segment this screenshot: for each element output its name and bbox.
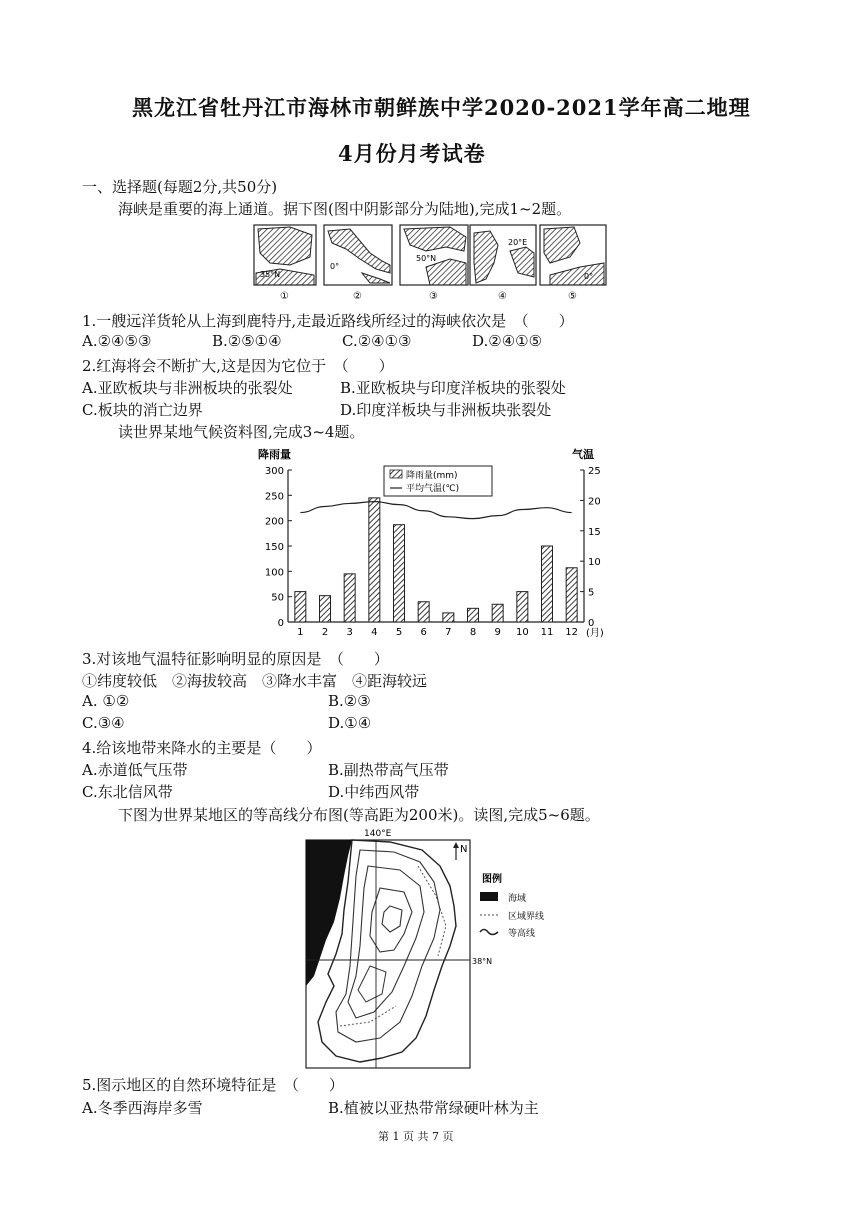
q1-option-b: B.②⑤①④ bbox=[212, 332, 282, 350]
rainfall-bar bbox=[344, 574, 355, 622]
rainfall-bar bbox=[418, 602, 429, 622]
map-label-2: ② bbox=[353, 291, 362, 302]
map2-coord: 0° bbox=[330, 262, 340, 271]
q2-option-d: D.印度洋板块与非洲板块张裂处 bbox=[340, 401, 552, 419]
map-legend-title: 图例 bbox=[482, 874, 502, 885]
q3-option-d: D.①④ bbox=[328, 714, 372, 732]
page-footer: 第 1 页 共 7 页 bbox=[378, 1130, 454, 1143]
left-tick-label: 100 bbox=[264, 567, 284, 579]
x-tick-label: 10 bbox=[515, 627, 529, 638]
q5-option-a: A.冬季西海岸多雪 bbox=[82, 1099, 203, 1117]
north-label: N bbox=[460, 844, 468, 855]
intro-q5-6: 下图为世界某地区的等高线分布图(等高距为200米)。读图,完成5~6题。 bbox=[118, 806, 600, 824]
left-tick-label: 150 bbox=[264, 542, 284, 553]
x-tick-label: 11 bbox=[540, 627, 554, 638]
legend-contour-swatch bbox=[480, 930, 498, 935]
map-label-5: ⑤ bbox=[568, 291, 577, 302]
title-line-1: 黑龙江省牡丹江市海林市朝鲜族中学2020-2021学年高二地理 bbox=[132, 95, 751, 120]
x-tick-label: 3 bbox=[346, 627, 353, 638]
map5-coord: 0° bbox=[584, 272, 594, 281]
right-tick-label: 20 bbox=[588, 496, 601, 508]
left-axis-title: 降雨量 bbox=[258, 448, 291, 461]
q4-option-a: A.赤道低气压带 bbox=[82, 761, 188, 779]
strait-maps-figure bbox=[250, 223, 612, 303]
legend-temp-label: 平均气温(℃) bbox=[406, 484, 460, 494]
q4-option-b: B.副热带高气压带 bbox=[328, 761, 449, 779]
rainfall-bar bbox=[492, 604, 503, 622]
legend-sea-label: 海域 bbox=[508, 894, 527, 904]
right-tick-label: 25 bbox=[588, 466, 601, 477]
rainfall-bar bbox=[320, 596, 331, 622]
right-axis-title: 气温 bbox=[572, 448, 594, 461]
x-tick-label: 7 bbox=[445, 627, 452, 638]
left-tick-label: 50 bbox=[271, 592, 284, 604]
map-label-1: ① bbox=[280, 291, 289, 302]
title-line-2: 4月份月考试卷 bbox=[338, 141, 486, 166]
rainfall-bar bbox=[566, 568, 577, 622]
contour-map-figure bbox=[300, 826, 580, 1072]
x-tick-label: 5 bbox=[395, 627, 403, 638]
map-label-4: ④ bbox=[498, 291, 507, 302]
strait-map-4 bbox=[470, 225, 536, 285]
q1-option-a: A.②④⑤③ bbox=[82, 332, 152, 350]
latitude-label: 38°N bbox=[472, 957, 493, 966]
x-tick-label: 9 bbox=[494, 627, 501, 638]
section-heading: 一、选择题(每题2分,共50分) bbox=[82, 178, 278, 196]
q2-option-c: C.板块的消亡边界 bbox=[82, 401, 203, 419]
temperature-line bbox=[300, 502, 571, 519]
rainfall-bar bbox=[542, 546, 553, 622]
legend-rain-swatch bbox=[390, 470, 402, 478]
strait-map-2 bbox=[324, 225, 392, 285]
rainfall-bar bbox=[369, 498, 380, 622]
right-tick-label: 0 bbox=[588, 618, 595, 629]
rainfall-bar bbox=[468, 608, 479, 622]
chart-legend bbox=[384, 466, 492, 496]
q1-option-d: D.②④①⑤ bbox=[472, 332, 543, 350]
rainfall-bar bbox=[295, 592, 306, 622]
x-tick-label: 1 bbox=[297, 627, 304, 638]
left-tick-label: 200 bbox=[264, 516, 284, 528]
legend-sea-swatch bbox=[480, 892, 498, 901]
longitude-label: 140°E bbox=[364, 829, 392, 839]
q3-option-b: B.②③ bbox=[328, 692, 371, 710]
legend-contour-label: 等高线 bbox=[508, 929, 536, 939]
q4-option-d: D.中纬西风带 bbox=[328, 783, 420, 801]
x-tick-label: 6 bbox=[420, 627, 427, 638]
q4-option-c: C.东北信风带 bbox=[82, 783, 173, 801]
q4-stem: 4.给该地带来降水的主要是（ ） bbox=[82, 739, 322, 757]
q5-stem: 5.图示地区的自然环境特征是 （ ） bbox=[82, 1076, 344, 1094]
left-tick-label: 300 bbox=[264, 466, 284, 477]
intro-q3-4: 读世界某地气候资料图,完成3~4题。 bbox=[118, 423, 365, 441]
right-tick-label: 5 bbox=[588, 587, 595, 599]
x-unit-label: (月) bbox=[586, 628, 604, 639]
right-tick-label: 10 bbox=[588, 557, 601, 569]
intro-q1-2: 海峡是重要的海上通道。据下图(图中阴影部分为陆地),完成1~2题。 bbox=[118, 200, 572, 218]
map4-coord: 20°E bbox=[508, 238, 528, 247]
legend-rain-label: 降雨量(mm) bbox=[406, 471, 458, 481]
right-tick-label: 15 bbox=[588, 526, 601, 538]
q1-stem: 1.一艘远洋货轮从上海到鹿特丹,走最近路线所经过的海峡依次是 （ ） bbox=[82, 312, 574, 330]
q3-stem: 3.对该地气温特征影响明显的原因是 （ ） bbox=[82, 650, 389, 668]
q2-option-b: B.亚欧板块与印度洋板块的张裂处 bbox=[340, 379, 566, 397]
map1-coord: 35°N bbox=[260, 270, 281, 279]
strait-map-5 bbox=[540, 225, 606, 285]
climate-chart bbox=[248, 446, 618, 642]
q5-option-b: B.植被以亚热带常绿硬叶林为主 bbox=[328, 1099, 539, 1117]
q2-stem: 2.红海将会不断扩大,这是因为它位于 （ ） bbox=[82, 357, 394, 375]
q3-statements: ①纬度较低 ②海拔较高 ③降水丰富 ④距海较远 bbox=[82, 672, 428, 690]
x-tick-label: 4 bbox=[371, 627, 378, 638]
left-tick-label: 250 bbox=[264, 491, 284, 503]
strait-map-1 bbox=[254, 225, 316, 285]
map3-coord: 50°N bbox=[416, 254, 437, 263]
x-tick-label: 8 bbox=[469, 627, 477, 638]
x-tick-label: 2 bbox=[321, 627, 329, 638]
rainfall-bar bbox=[517, 592, 528, 622]
q2-option-a: A.亚欧板块与非洲板块的张裂处 bbox=[82, 379, 293, 397]
left-tick-label: 0 bbox=[277, 618, 284, 629]
q3-option-c: C.③④ bbox=[82, 714, 125, 732]
rainfall-bar bbox=[394, 525, 405, 622]
rainfall-bar bbox=[443, 613, 454, 622]
map-label-3: ③ bbox=[429, 291, 438, 302]
strait-map-3 bbox=[400, 225, 468, 285]
x-tick-label: 12 bbox=[565, 627, 579, 638]
legend-boundary-label: 区域界线 bbox=[508, 912, 545, 922]
q1-option-c: C.②④①③ bbox=[342, 332, 412, 350]
q3-option-a: A. ①② bbox=[82, 692, 130, 710]
